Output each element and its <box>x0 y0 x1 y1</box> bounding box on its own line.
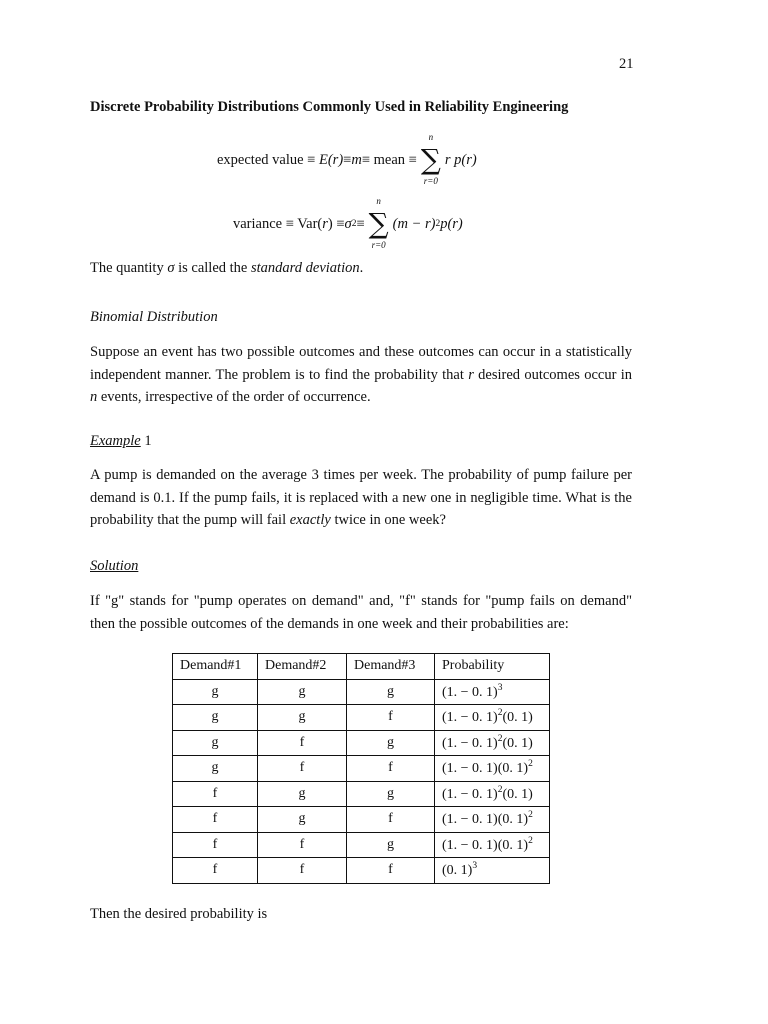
probability-cell <box>435 781 550 807</box>
demand-cell: g <box>173 756 258 782</box>
prob-factor-b: (0. 1) <box>502 786 533 802</box>
eq-ev-mid1: ≡ <box>343 151 352 168</box>
demand-cell: f <box>347 756 435 782</box>
prob-exponent-a: 3 <box>472 861 478 872</box>
eq-ev-mid2: ≡ mean ≡ <box>361 151 417 168</box>
binomial-part1: Suppose an event has two possible outcomes and these outcomes can occur in a statistically independent manner. The problem is to find the probability that <box>90 344 632 383</box>
demand-cell: g <box>173 705 258 731</box>
expected-value-equation <box>217 132 477 186</box>
summation-symbol <box>367 196 391 250</box>
probability-cell <box>435 705 550 731</box>
prob-factor-a: (1. − 0. 1) <box>442 812 498 828</box>
prob-factor-a: (1. − 0. 1) <box>442 710 498 726</box>
column-header: Demand#1 <box>173 654 258 680</box>
column-header: Demand#2 <box>258 654 347 680</box>
summation-symbol <box>419 132 443 186</box>
demand-cell: f <box>258 730 347 756</box>
prob-factor-a: (1. − 0. 1) <box>442 761 498 777</box>
probability-cell <box>435 756 550 782</box>
prob-exponent-b: 2 <box>528 810 533 821</box>
table-row <box>173 807 550 833</box>
binomial-n: n <box>90 389 98 405</box>
example-exactly: exactly <box>289 512 331 528</box>
prob-factor-b: (0. 1) <box>502 735 533 751</box>
prob-factor-a: (1. − 0. 1) <box>442 786 498 802</box>
table-row <box>173 858 550 884</box>
demand-cell: g <box>258 807 347 833</box>
table-row <box>173 781 550 807</box>
demand-cell: g <box>347 679 435 705</box>
demand-cell: f <box>173 858 258 884</box>
sum-upper-limit: n <box>376 196 381 206</box>
std-dev-pre: The quantity <box>90 260 168 276</box>
prob-exponent-b: 2 <box>528 759 533 770</box>
demand-cell: f <box>347 807 435 833</box>
closing-paragraph: Then the desired probability is <box>90 906 268 922</box>
demand-cell: f <box>258 756 347 782</box>
example-part2: twice in one week? <box>330 512 446 528</box>
section-heading: Discrete Probability Distributions Commonly Used in Reliability Engineering <box>90 99 569 115</box>
probability-cell <box>435 807 550 833</box>
prob-exponent-a: 2 <box>497 708 503 719</box>
prob-factor-b: (0. 1) <box>502 710 533 726</box>
demand-cell: g <box>258 781 347 807</box>
prob-exponent-b: 2 <box>528 835 533 846</box>
probability-cell <box>435 858 550 884</box>
demand-cell: f <box>347 705 435 731</box>
eq-var-sigma: σ <box>344 215 352 232</box>
demand-cell: g <box>173 679 258 705</box>
column-header: Demand#3 <box>347 654 435 680</box>
demand-cell: f <box>258 832 347 858</box>
demand-cell: g <box>173 730 258 756</box>
demand-cell: g <box>258 705 347 731</box>
prob-factor-a: (1. − 0. 1) <box>442 735 498 751</box>
column-header: Probability <box>435 654 550 680</box>
demand-cell: f <box>347 858 435 884</box>
prob-factor-a: (1. − 0. 1) <box>442 837 498 853</box>
std-dev-paragraph <box>90 257 632 280</box>
table-row <box>173 679 550 705</box>
prob-exponent-a: 2 <box>497 733 503 744</box>
eq-var-body2: p(r) <box>440 215 463 232</box>
probability-cell <box>435 730 550 756</box>
eq-var-mid: ) ≡ <box>327 215 345 232</box>
eq-ev-lhs: expected value ≡ <box>217 151 316 168</box>
binomial-r: r <box>468 366 474 383</box>
eq-ev-body: r p(r) <box>444 151 477 168</box>
demand-cell: f <box>258 858 347 884</box>
binomial-paragraph <box>90 341 632 409</box>
table-row <box>173 756 550 782</box>
example-part1: A pump is demanded on the average 3 times per week. The probability of pump failure per demand is 0.1. If the pump fails, it is replaced with a new one in negligible time. What is the probability that the pump will fail <box>90 467 632 528</box>
prob-factor-a: (0. 1) <box>442 863 473 879</box>
binomial-part2: desired outcomes occur in <box>473 366 632 383</box>
sigma-glyph: ∑ <box>368 207 389 240</box>
eq-var-body-sq: 2 <box>435 219 441 229</box>
demand-cell: g <box>347 832 435 858</box>
example-label: Example <box>90 433 141 449</box>
eq-ev-m: m <box>351 151 362 168</box>
eq-var-r: r <box>322 215 328 232</box>
prob-factor-b: (0. 1) <box>497 761 529 777</box>
demand-cell: g <box>347 781 435 807</box>
binomial-part3: events, irrespective of the order of occurrence. <box>97 389 371 405</box>
eq-var-body1: (m − r) <box>392 215 436 232</box>
demand-cell: g <box>258 679 347 705</box>
demand-cell: f <box>173 807 258 833</box>
eq-ev-er: E(r) <box>318 151 344 168</box>
solution-label: Solution <box>90 558 139 574</box>
eq-var-eq: ≡ <box>356 215 365 232</box>
example-paragraph <box>90 464 632 532</box>
prob-factor-b: (0. 1) <box>497 812 529 828</box>
table-header-row <box>173 654 550 680</box>
demand-cell: f <box>173 832 258 858</box>
solution-heading <box>90 555 632 578</box>
prob-exponent-a: 3 <box>497 682 503 693</box>
outcomes-table <box>172 653 550 884</box>
std-dev-term: standard deviation <box>251 260 360 276</box>
example-heading <box>90 430 632 453</box>
std-dev-sigma: σ <box>167 260 175 276</box>
sum-upper-limit: n <box>428 132 434 142</box>
sum-lower-limit: r=0 <box>371 240 386 250</box>
prob-factor-b: (0. 1) <box>497 837 529 853</box>
std-dev-mid: is called the <box>174 260 251 276</box>
eq-var-sq: 2 <box>351 219 357 229</box>
demand-cell: g <box>347 730 435 756</box>
variance-equation <box>233 196 463 250</box>
prob-exponent-a: 2 <box>497 784 503 795</box>
table-row <box>173 730 550 756</box>
sigma-glyph: ∑ <box>420 143 441 176</box>
binomial-heading: Binomial Distribution <box>90 309 218 325</box>
std-dev-post: . <box>359 260 364 276</box>
table-row <box>173 832 550 858</box>
solution-paragraph: If "g" stands for "pump operates on demand" and, "f" stands for "pump fails on demand" then the possible outcomes of the demands in one week and their probabilities are: <box>90 593 632 632</box>
table-row <box>173 705 550 731</box>
sum-lower-limit: r=0 <box>423 176 438 186</box>
example-number: 1 <box>140 433 152 449</box>
page-number: 21 <box>619 56 634 72</box>
probability-cell <box>435 679 550 705</box>
demand-cell: f <box>173 781 258 807</box>
probability-cell <box>435 832 550 858</box>
eq-var-lhs: variance ≡ Var( <box>233 215 323 232</box>
prob-factor-a: (1. − 0. 1) <box>442 684 498 700</box>
